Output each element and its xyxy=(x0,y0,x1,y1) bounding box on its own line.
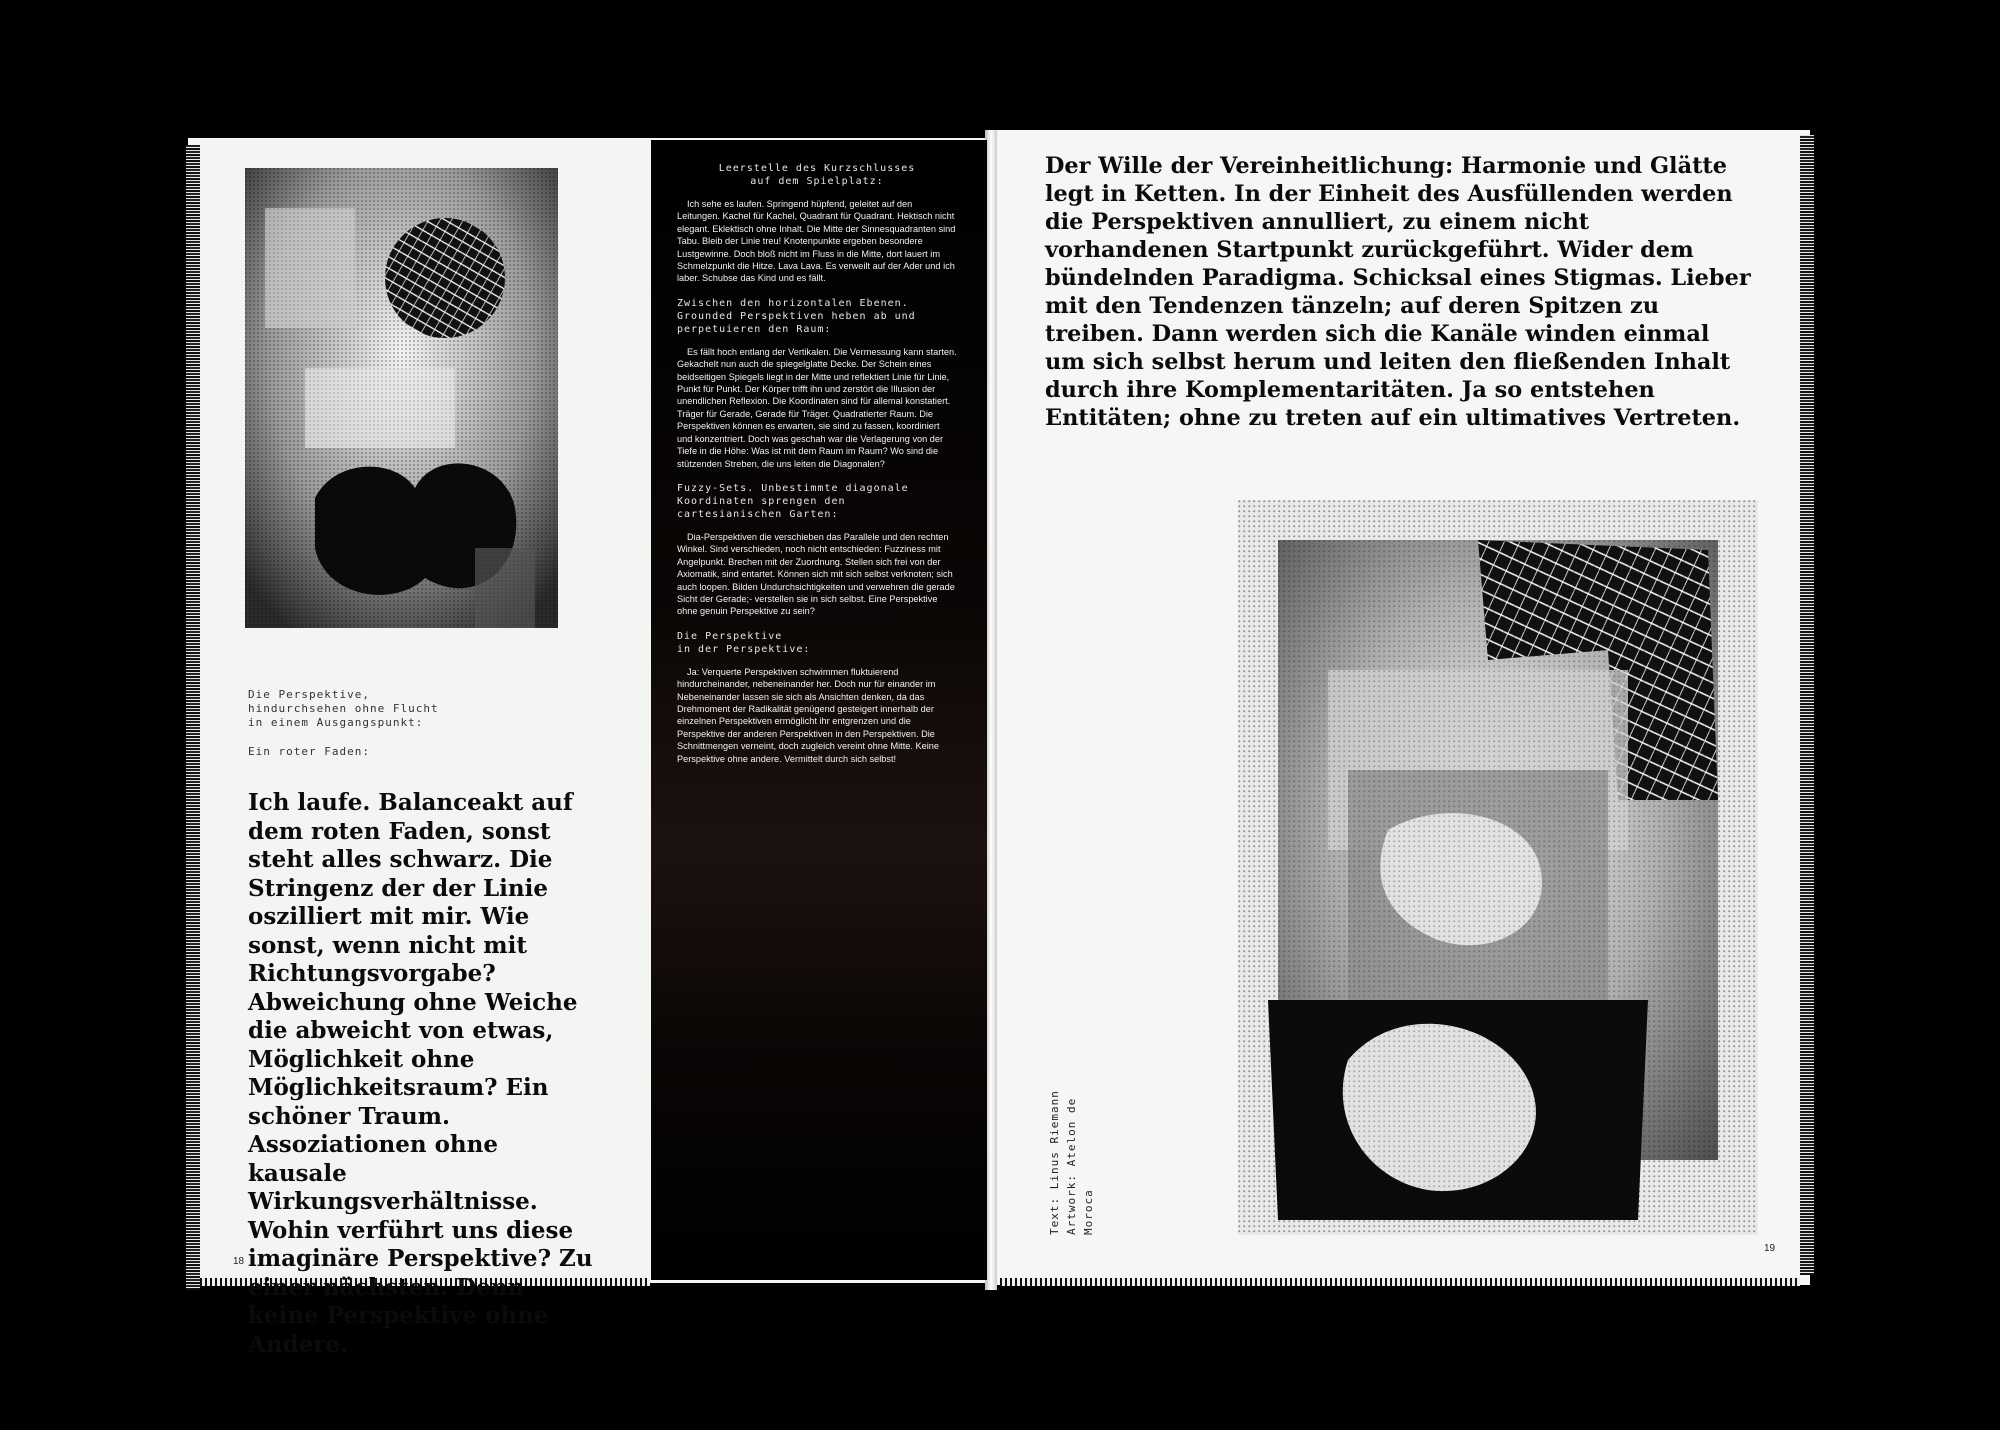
section-4 xyxy=(677,630,957,765)
section-1 xyxy=(677,162,957,285)
abstract-dither-artwork-large xyxy=(1238,500,1758,1235)
section-3-text: Dia-Perspektiven die verschieben das Parallele und den rechten Winkel. Sind verschieden, noch nicht entschieden: Fuzziness mit Angelpunkt. Brechen mit der Zuordnung. Stellen sich frei von der Axiomatik, sind entartet. Können sich mit sich selbst verknoten; sich auch loopen. Bilden Undurchsichtigkeiten und verwehren die gerade Sicht der Gerade;- verstellen sie in sich selbst. Eine Perspektive ohne genuin Perspektive zu sein? xyxy=(677,531,955,617)
credit-text: Text: Linus Riemann xyxy=(1048,1090,1061,1235)
section-2 xyxy=(677,297,957,470)
dark-column-content xyxy=(677,162,957,777)
right-body-text: Der Wille der Vereinheitlichung: Harmonie und Glätte legt in Ketten. In der Einheit des Ausfüllenden werden die Perspektiven annulliert, zu einem nicht vorhandenen Startpunkt zurückgeführt. Wider dem bündelnden Paradigma. Schicksal eines Stigmas. Lieber mit den Tendenzen tänzeln; auf deren Spitzen zu treiben. Dann werden sich die Kanäle winden einmal um sich selbst herum und leiten den fließenden Inhalt durch ihre Komplementaritäten. Ja so entstehen Entitäten; ohne zu treten auf ein ultimatives Vertreten. xyxy=(1045,153,1751,431)
credits-vertical xyxy=(1046,1050,1097,1235)
left-page-edge-pattern xyxy=(186,145,200,1290)
page-number-left: 18 xyxy=(233,1256,245,1267)
section-1-heading: Leerstelle des Kurzschlusses auf dem Spielplatz: xyxy=(718,163,916,187)
right-page-bottom-edge xyxy=(1000,1278,1800,1286)
left-body-text: Ich laufe. Balanceakt auf dem roten Faden, sonst steht alles schwarz. Die Stringenz der der Linie oszilliert mit mir. Wie sonst, wenn nicht mit Richtungsvorgabe? Abweichung ohne Weiche die abweicht von etwas, Möglichkeit ohne Möglichkeitsraum? Ein schöner Traum. Assoziationen ohne kausale Wirkungsverhältnisse. Wohin verführt uns diese imaginäre Perspektive? Zu einer nächsten. Denn keine Perspektive ohne Andere. xyxy=(248,789,593,1358)
credit-artwork: Artwork: Atelon de Moroca xyxy=(1065,1097,1095,1235)
artwork-top-left xyxy=(245,168,558,628)
left-caption-sub: Ein roter Faden: xyxy=(248,745,370,758)
section-4-text: Ja: Verquerte Perspektiven schwimmen fluktuierend hindurcheinander, nebeneinander her. Doch nur für einander im Nebeneinander lassen sie sich als Ansichten denken, da das Drehmoment der Radikalität genügend gesteigert innerhalb der einzelnen Perspektiven ermöglicht ihr entgrenzen und die Perspektive der anderen Perspektiven in den Perspektiven. Die Schnittmengen verneint, doch zugleich vereint ohne Mitte. Keine Perspektive ohne andere. Vermittelt durch sich selbst! xyxy=(677,666,940,764)
page-number-right: 19 xyxy=(1764,1243,1776,1254)
left-caption: Die Perspektive, hindurchsehen ohne Flucht in einem Ausgangspunkt: xyxy=(248,688,439,729)
section-2-heading: Zwischen den horizontalen Ebenen. Grounded Perspektiven heben ab und perpetuieren den Raum: xyxy=(677,297,916,335)
artwork-right xyxy=(1238,500,1758,1235)
section-2-text: Es fällt hoch entlang der Vertikalen. Die Vermessung kann starten. Gekachelt nun auch die spiegelglatte Decke. Der Schein eines beidseitigen Spiegels liegt in der Mitte und reflektiert Linie für Linie, Punkt für Punkt. Der Körper trifft ihn und zerstört die Illusion der unendlichen Reflexion. Die Koordinaten sind für allemal konstatiert. Träger für Gerade, Gerade für Träger. Quadratierter Raum. Die Perspektiven können es erwarten, sie sind zu fassen, koordiniert und konzentriert. Doch was geschah war die Verlagerung von der Tiefe in die Höhe: Was ist mit dem Raum im Raum? Wo sind die stützenden Streben, die uns leiten die Diagonalen? xyxy=(677,346,957,469)
dark-text-column xyxy=(651,140,987,1280)
section-3 xyxy=(677,482,957,618)
section-1-text: Ich sehe es laufen. Springend hüpfend, geleitet auf den Leitungen. Kachel für Kachel, Quadrant für Quadrant. Hektisch nicht elegant. Eklektisch ohne Inhalt. Die Mitte der Sinnesquadranten sind Tabu. Bleib der Linie treu! Knotenpunkte ergeben besondere Lustgewinne. Doch bloß nicht im Fluss in die Mitte, dort lauert im Schmelzpunkt die Hitze. Lava Lava. Es verweilt auf der Ader und ich laber. Schubse das Kind und es fällt. xyxy=(677,199,956,284)
section-4-heading: Die Perspektive in der Perspektive: xyxy=(677,630,811,655)
right-page-edge-pattern xyxy=(1800,135,1814,1275)
abstract-dither-artwork xyxy=(245,168,558,628)
section-3-heading: Fuzzy-Sets. Unbestimmte diagonale Koordinaten sprengen den cartesianischen Garten: xyxy=(677,482,909,520)
